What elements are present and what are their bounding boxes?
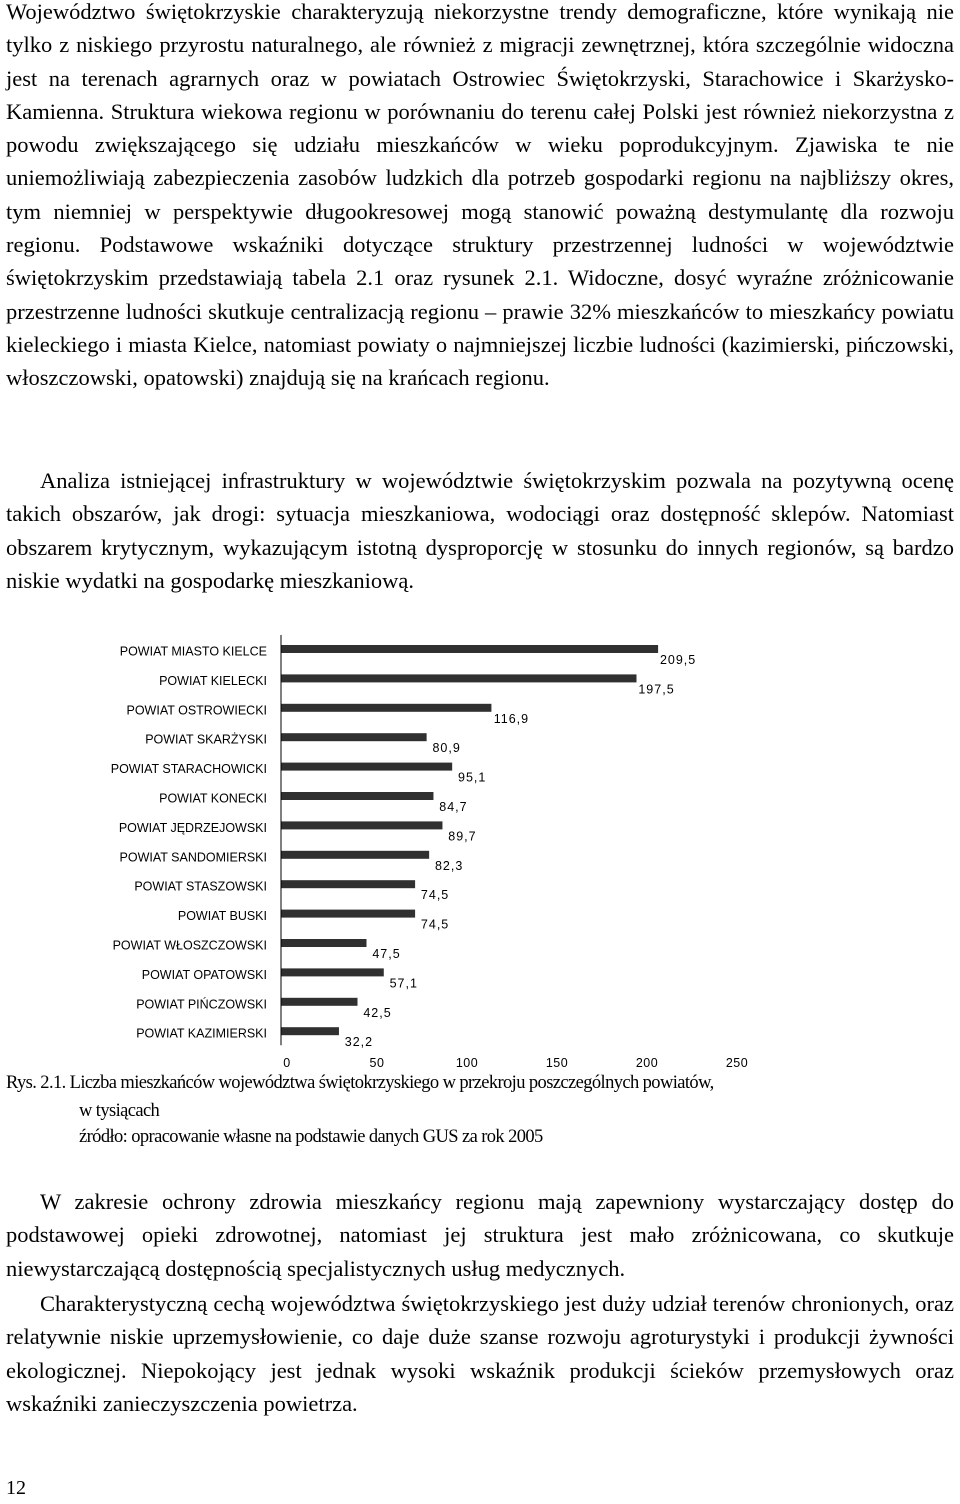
value-label: 89,7 [448, 829, 477, 844]
population-bar-chart [0, 625, 960, 1075]
category-label: POWIAT STARACHOWICKI [110, 762, 267, 777]
bar [281, 674, 637, 682]
bar [281, 792, 433, 800]
category-label: POWIAT STASZOWSKI [134, 879, 267, 894]
bar [281, 704, 491, 712]
paragraph-environment: Charakterystyczną cechą województwa świętokrzyskiego jest duży udział terenów chronionych, oraz relatywnie niskie uprzemysłowienie, co daje duże szanse rozwoju agroturystyki i produkcji żywności ekologicznej. Niepokojący jest jednak wysoki wskaźnik produkcji ścieków przemysłowych oraz wskaźniki zanieczyszczenia powietrza. [6, 1291, 954, 1416]
value-label: 82,3 [434, 858, 464, 873]
bar [281, 645, 658, 653]
value-label: 32,2 [344, 1035, 374, 1050]
figure-caption-unit: w tysiącach [79, 1101, 160, 1121]
category-label: POWIAT KONECKI [159, 791, 267, 806]
category-label: POWIAT PIŃCZOWSKI [136, 997, 267, 1012]
bar [281, 851, 429, 859]
value-label: 116,9 [493, 711, 530, 726]
category-label: POWIAT BUSKI [177, 909, 267, 924]
bar [281, 821, 442, 829]
value-label: 57,1 [389, 976, 418, 991]
x-tick-label: 150 [545, 1056, 569, 1070]
value-label: 80,9 [432, 741, 461, 756]
figure-source: źródło: opracowanie własne na podstawie danych GUS za rok 2005 [79, 1127, 543, 1147]
value-label: 74,5 [420, 917, 450, 932]
x-tick-label: 200 [635, 1056, 659, 1070]
category-label: POWIAT KAZIMIERSKI [136, 1026, 267, 1041]
category-label: POWIAT MIASTO KIELCE [119, 644, 267, 659]
x-tick-label: 250 [725, 1056, 749, 1070]
category-label: POWIAT OSTROWIECKI [126, 703, 267, 718]
bar [281, 998, 358, 1006]
value-label: 197,5 [638, 682, 675, 697]
bar [281, 733, 427, 741]
category-label: POWIAT SANDOMIERSKI [119, 850, 267, 865]
category-label: POWIAT KIELECKI [159, 673, 267, 688]
x-tick-label: 100 [455, 1056, 479, 1070]
category-label: POWIAT SKARŻYSKI [145, 732, 267, 747]
value-label: 95,1 [458, 770, 487, 785]
category-label: POWIAT WŁOSZCZOWSKI [112, 938, 267, 953]
value-label: 42,5 [363, 1005, 392, 1020]
x-tick-label: 50 [369, 1056, 385, 1070]
paragraph-health: W zakresie ochrony zdrowia mieszkańcy regionu mają zapewniony wystarczający dostęp do podstawowej opieki zdrowotnej, natomiast jej struktura jest mało zróżnicowana, co skutkuje niewystarczającą dostępnością specjalistycznych usług medycznych. [6, 1189, 954, 1281]
bar [281, 880, 415, 888]
category-label: POWIAT OPATOWSKI [141, 967, 267, 982]
value-label: 209,5 [659, 653, 697, 667]
bar [281, 1027, 339, 1035]
paragraph-infrastructure: Analiza istniejącej infrastruktury w województwie świętokrzyskim pozwala na pozytywną ocenę takich obszarów, jak drogi: sytuacja mieszkaniowa, wodociągi oraz dostępność sklepów. Natomiast obszarem krytycznym, wykazującym istotną dysproporcję w stosunku do innych regionów, są bardzo niskie wydatki na gospodarkę mieszkaniową. [6, 468, 954, 593]
bar [281, 910, 415, 918]
category-label: POWIAT JĘDRZEJOWSKI [118, 820, 267, 835]
x-tick-label: 0 [283, 1056, 291, 1070]
figure-caption: Rys. 2.1. Liczba mieszkańców województwa świętokrzyskiego w przekroju poszczególnych powiatów, [6, 1073, 714, 1093]
value-label: 74,5 [420, 888, 450, 903]
paragraph-demographics: Województwo świętokrzyskie charakteryzują niekorzystne trendy demograficzne, które wynikają nie tylko z niskiego przyrostu naturalnego, ale również z migracji zewnętrznej, która szczególnie widoczna jest na terenach agrarnych oraz w powiatach Ostrowiec Świętokrzyski, Starachowice i Skarżysko-Kamienna. Struktura wiekowa regionu w porównaniu do terenu całej Polski jest również niekorzystna z powodu zwiększającego się udziału mieszkańców w wieku poprodukcyjnym. Zjawiska te nie uniemożliwiają zabezpieczenia zasobów ludzkich dla potrzeb gospodarki regionu na najbliższy okres, tym niemniej w perspektywie długookresowej mogą stanowić poważną destymulantę dla rozwoju regionu. Podstawowe wskaźniki dotyczące struktury przestrzennej ludności w województwie świętokrzyskim przedstawiają tabela 2.1 oraz rysunek 2.1. Widoczne, dosyć wyraźne zróżnicowanie przestrzenne ludności skutkuje centralizacją regionu – prawie 32% mieszkańców to mieszkańcy powiatu kieleckiego i miasta Kielce, natomiast powiaty o najmniejszej liczbie ludności (kazimierski, pińczowski, włoszczowski, opatowski) znajdują się na krańcach regionu. [6, 0, 954, 391]
value-label: 84,7 [439, 800, 468, 814]
value-label: 47,5 [372, 947, 401, 961]
bar [281, 968, 384, 976]
page-number: 12 [6, 1477, 26, 1499]
bar [281, 763, 452, 771]
bar [281, 939, 367, 947]
